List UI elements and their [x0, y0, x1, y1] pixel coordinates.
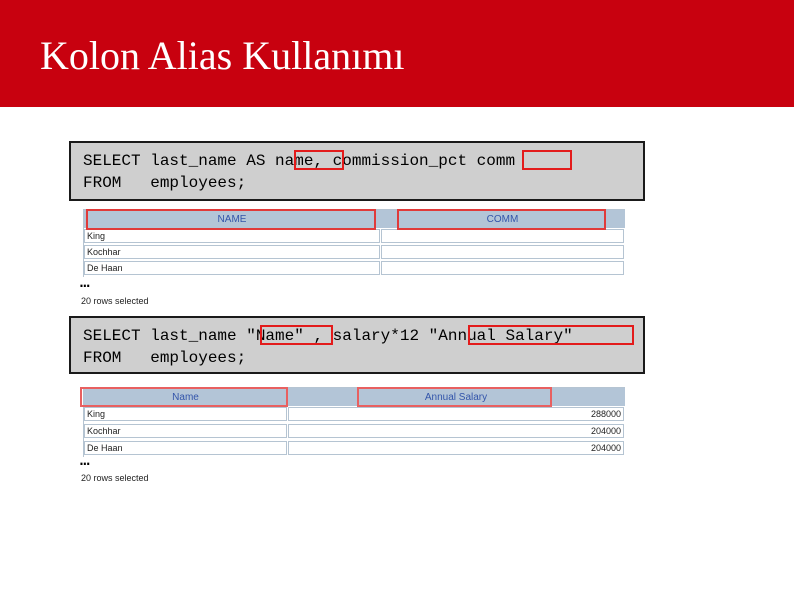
rows-selected-text: 20 rows selected [81, 473, 149, 483]
cell-name: Kochhar [84, 245, 380, 259]
alias-highlight-annual-salary [468, 325, 634, 345]
table-row [84, 228, 625, 244]
slide-title: Kolon Alias Kullanımı [40, 33, 405, 78]
column-header-name: NAME [217, 213, 247, 225]
alias-highlight-name [294, 150, 344, 170]
alias-highlight-name-quoted [260, 325, 333, 345]
column-header-annual-salary: Annual Salary [424, 391, 488, 403]
column-header-name: Name [172, 391, 199, 403]
cell-annual-salary: 204000 [288, 441, 624, 455]
sql-line-1: SELECT last_name AS name, commission_pct comm [83, 152, 516, 170]
table-row [84, 406, 625, 423]
alias-highlight-comm [522, 150, 572, 170]
table-row [84, 423, 625, 440]
table-row [84, 244, 625, 260]
header-highlight-comm [397, 209, 606, 230]
ellipsis: … [80, 452, 91, 470]
cell-name: King [84, 407, 287, 421]
cell-comm [381, 229, 624, 243]
ellipsis: … [80, 274, 91, 292]
cell-name: King [84, 229, 380, 243]
sql-line-1: SELECT last_name "Name" , salary*12 "Annual Salary" [83, 327, 573, 345]
table-row [84, 440, 625, 457]
cell-comm [381, 261, 624, 275]
cell-annual-salary: 204000 [288, 424, 624, 438]
cell-comm [381, 245, 624, 259]
cell-name: De Haan [84, 441, 287, 455]
cell-name: De Haan [84, 261, 380, 275]
header-highlight-name [80, 387, 288, 407]
header-highlight-name [86, 209, 376, 230]
header-highlight-annual-salary [357, 387, 552, 407]
table-row [84, 260, 625, 276]
rows-selected-text: 20 rows selected [81, 296, 149, 306]
title-banner [0, 0, 794, 107]
cell-annual-salary: 288000 [288, 407, 624, 421]
sql-line-2: FROM employees; [83, 174, 247, 192]
sql-line-2: FROM employees; [83, 349, 247, 367]
cell-name: Kochhar [84, 424, 287, 438]
column-header-comm: COMM [486, 213, 519, 225]
